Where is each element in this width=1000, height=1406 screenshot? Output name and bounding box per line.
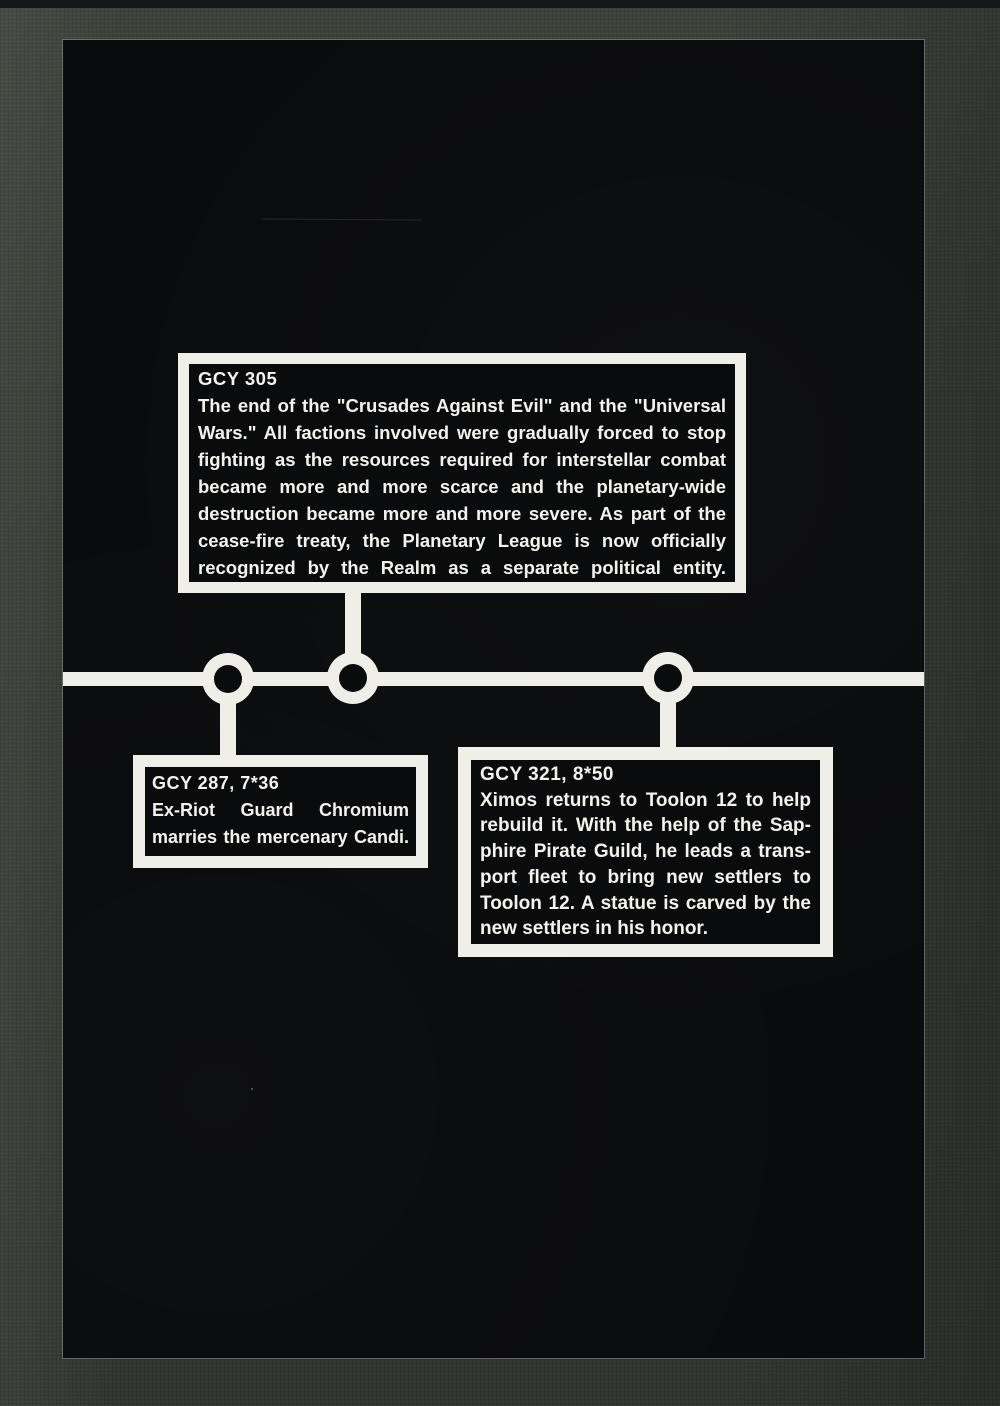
event-text-line: rebuild it. With the help of the Sap-: [480, 815, 811, 837]
event-text-line: port fleet to bring new settlers to: [480, 866, 811, 888]
event-header: GCY 287, 7*36: [152, 773, 280, 793]
event-text-line: The end of the "Crusades Against Evil" and the "Universal: [198, 395, 726, 416]
event-text-line: Wars." All factions involved were gradually forced to stop: [198, 422, 726, 443]
event-box-gcy-321: [458, 747, 833, 957]
event-box-gcy-287: [133, 755, 428, 868]
timeline-node-gcy-305: [327, 652, 379, 704]
event-text-line: cease-fire treaty, the Planetary League is now officially: [198, 530, 726, 551]
event-text-line: Ex-Riot Guard Chromium: [152, 800, 409, 820]
event-text-line: Ximos returns to Toolon 12 to help: [480, 789, 811, 811]
event-box-gcy-305: [178, 353, 746, 593]
event-header: GCY 305: [198, 368, 278, 389]
timeline-node-hole: [654, 664, 682, 692]
event-header: GCY 321, 8*50: [480, 764, 614, 785]
event-box-content: [189, 364, 735, 582]
event-box-content: [145, 767, 416, 856]
binding-edge-strip: [0, 0, 1000, 8]
event-text-line: fighting as the resources required for interstellar combat: [198, 449, 726, 470]
timeline-node-gcy-321: [642, 652, 694, 704]
timeline-axis-line: [63, 672, 924, 686]
timeline-node-gcy-287: [202, 653, 254, 705]
scan-scratch-artifact: [261, 218, 421, 220]
event-box-content: [471, 760, 820, 944]
event-text-line: became more and more scarce and the planetary-wide: [198, 476, 726, 497]
timeline-node-hole: [339, 664, 367, 692]
timeline-node-hole: [214, 665, 242, 693]
event-text-line: marries the mercenary Candi.: [152, 827, 409, 847]
event-text-line: new settlers in his honor.: [480, 918, 709, 940]
event-text-line: Toolon 12. A statue is carved by the: [480, 892, 811, 914]
scan-speck: [251, 1088, 253, 1090]
event-text-line: phire Pirate Guild, he leads a trans-: [480, 841, 811, 863]
comic-page: [63, 40, 924, 1358]
event-text-line: recognized by the Realm as a separate political entity.: [198, 557, 726, 578]
event-text-line: destruction became more and more severe. As part of the: [198, 503, 726, 524]
